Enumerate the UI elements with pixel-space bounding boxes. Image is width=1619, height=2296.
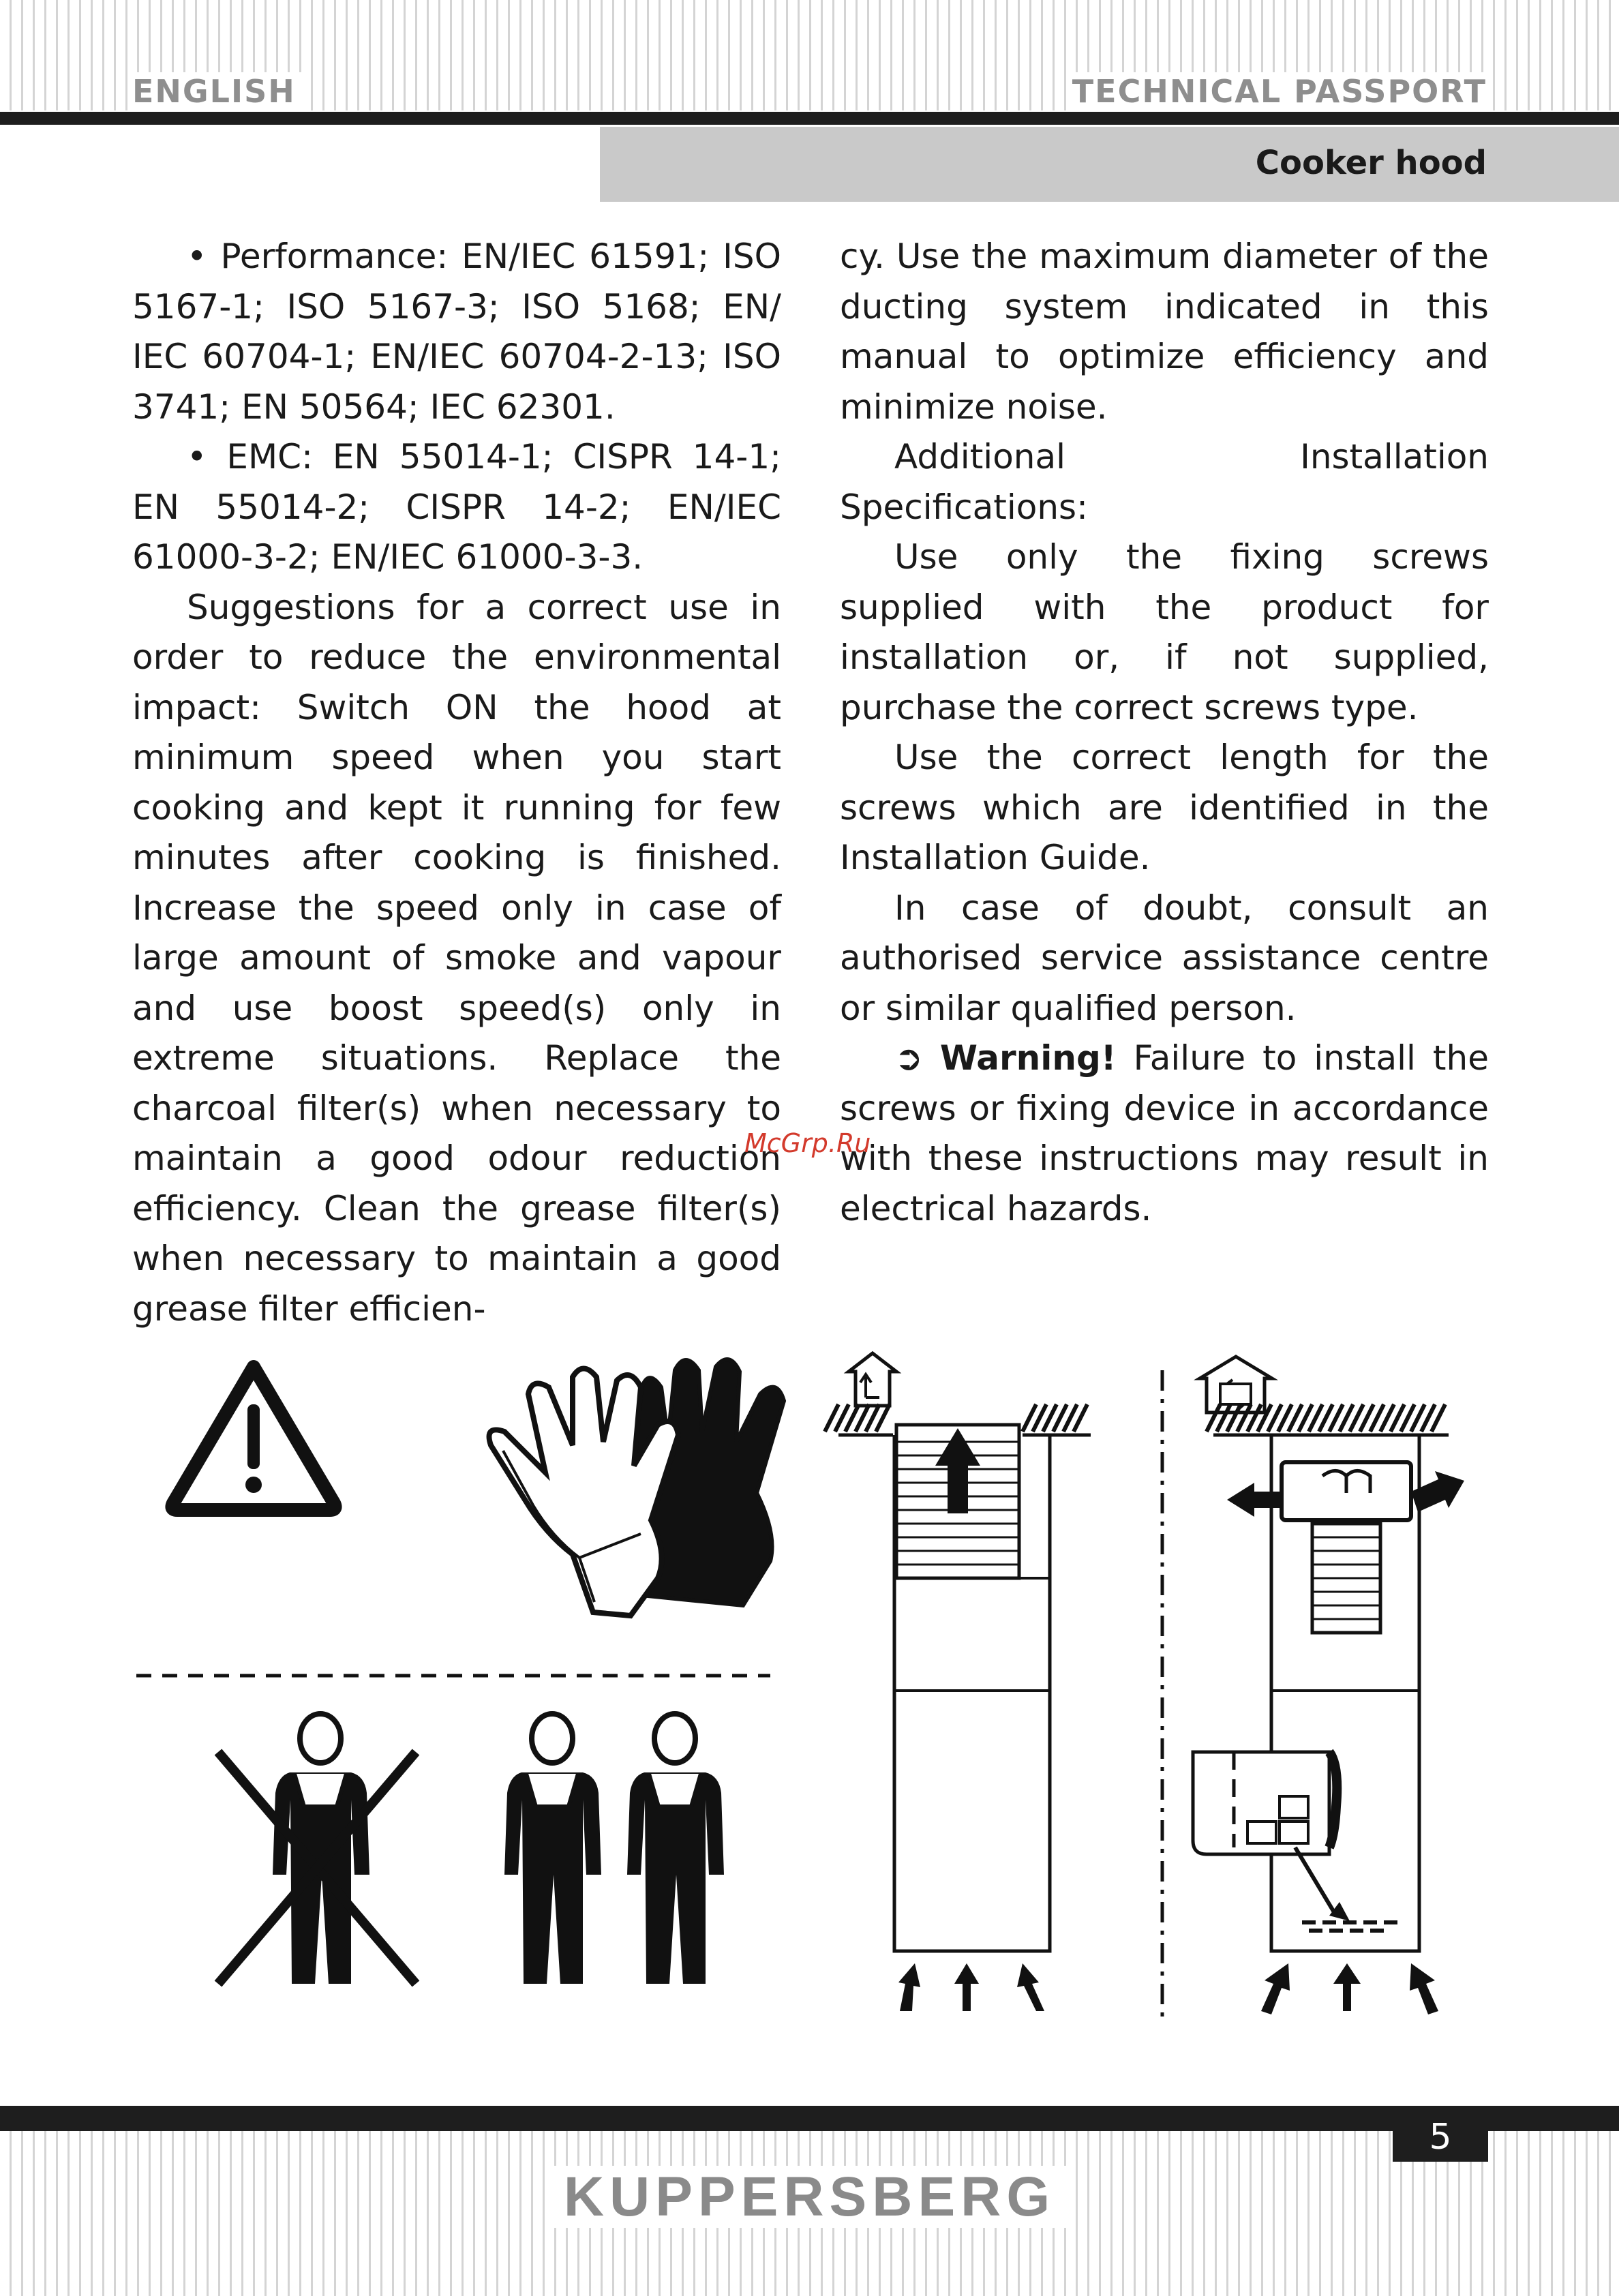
two-installers-icon [504,1714,724,1984]
installation-illustrations [102,1329,1500,2045]
efficiency-continuation: cy. Use the maximum diameter of the ducting system indicated in this manual to optimize efficiency and minimize noise. [840,237,1489,427]
header-document-type: TECHNICAL PASSPORT [1067,72,1487,110]
performance-standards: • Performance: EN/IEC 61591; ISO 5167-1; ISO 5167-3; ISO 5168; EN/ IEC 60704-1; EN/IEC 60704-2-13; ISO 3741; EN 50564; IEC 62301. [132,237,781,427]
screws-supplied-paragraph: Use only the fixing screws supplied with the product for installation or, if not supplied, purchase the correct screws type. [840,537,1489,727]
brand-name: KUPPERSBERG [551,2166,1068,2228]
header-rule [0,112,1619,125]
protective-gloves-icon [489,1359,785,1616]
warning-arrow-icon: ➲ [894,1038,923,1078]
page-number: 5 [1393,2106,1488,2162]
left-text-column [132,232,781,1334]
right-text-column [840,232,1489,1234]
recirculation-house-icon [1200,1357,1272,1413]
recirculation-diagram [1193,1357,1464,2014]
warning-triangle-icon [172,1367,335,1510]
warning-text: Failure to install the screws or fixing device in accordance with these instructions may result in electrical hazards. [840,1038,1489,1228]
single-installer-crossed-icon [218,1714,416,1984]
emc-standards: • EMC: EN 55014-1; CISPR 14-1; EN 55014-2; CISPR 14-2; EN/IEC 61000-3-2; EN/IEC 61000-3-3. [132,437,781,577]
screws-length-paragraph: Use the correct length for the screws which are identified in the Installation Guide. [840,738,1489,877]
header-language: ENGLISH [132,72,301,110]
usage-suggestions: Suggestions for a correct use in order to reduce the environmental impact: Switch ON the hood at minimum speed when you start cooking and kept it running for few minutes after cooking is finished. Increase the speed only in case of large amount of smoke and vapour and use boost speed(s) only in extreme situations. Replace the charcoal filter(s) when necessary to maintain a good odour reduction efficiency. Clean the grease filter(s) when necessary to maintain a good grease filter efficien- [132,587,781,1329]
warning-label: Warning! [939,1038,1117,1078]
ducted-extraction-diagram [825,1353,1091,2011]
footer-rule [0,2106,1619,2131]
watermark: McGrp.Ru [744,1128,871,1158]
ducted-extraction-house-icon [849,1353,896,1406]
warning-paragraph [840,1033,1489,1234]
doubt-paragraph: In case of doubt, consult an authorised service assistance centre or similar qualified person. [840,888,1489,1028]
section-title: Cooker hood [1255,144,1487,182]
additional-specs-heading: Additional Installation Specifications: [840,437,1489,527]
brand-logo [0,2165,1619,2229]
